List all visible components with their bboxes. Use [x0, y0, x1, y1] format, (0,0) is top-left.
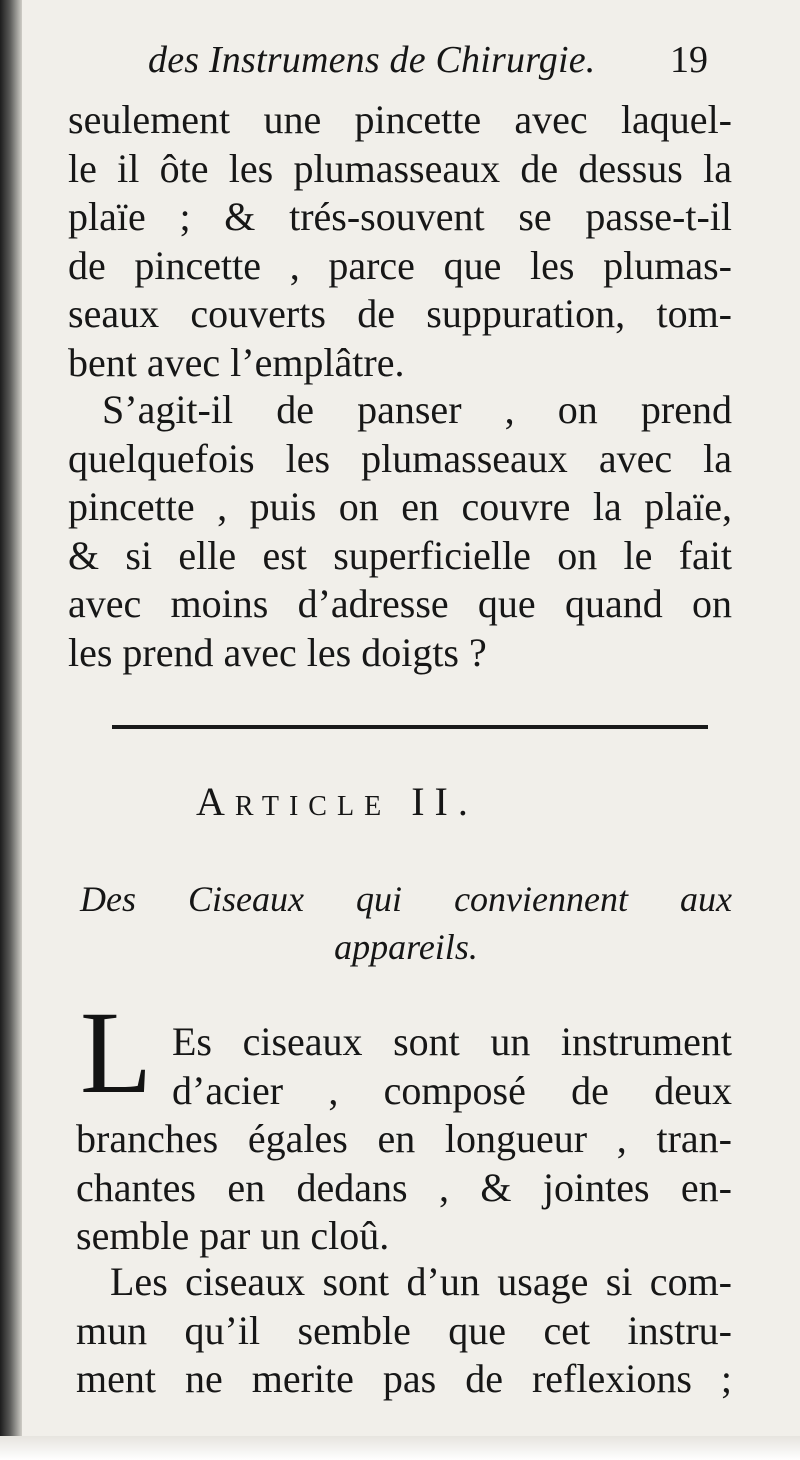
- text-line: plaïe ; & trés-souvent se passe-t-il: [68, 194, 732, 239]
- text-line: seaux couverts de suppuration, tom-: [68, 291, 732, 336]
- text-line: & si elle est superficielle on le fait: [68, 532, 732, 578]
- article-heading: Article II.: [196, 779, 478, 824]
- text-line: chantes en dedans , & jointes en-: [76, 1164, 732, 1210]
- paragraph-1: [68, 96, 732, 387]
- text-line: bent avec l’emplâtre.: [68, 339, 405, 385]
- page-number: 19: [670, 39, 708, 81]
- text-line: mun qu’il semble que cet instru-: [76, 1307, 732, 1353]
- subtitle-line: Des Ciseaux qui conviennent aux: [80, 879, 732, 919]
- article-subtitle: [80, 875, 732, 971]
- text-line: branches égales en longueur , tran-: [76, 1116, 732, 1161]
- section-divider: [112, 725, 708, 729]
- page-bottom-edge: [0, 1436, 800, 1460]
- paragraph-3: [76, 1115, 732, 1261]
- subtitle-line: appareils.: [334, 927, 478, 967]
- drop-cap: L: [80, 987, 153, 1118]
- running-title: des Instrumens de Chirurgie.: [148, 39, 596, 81]
- text-line: quelquefois les plumasseaux avec la: [68, 435, 732, 481]
- text-line: S’agit-il de panser , on prend: [102, 387, 732, 432]
- text-line: semble par un cloû.: [76, 1213, 390, 1258]
- text-line: Les ciseaux sont d’un usage si com-: [110, 1259, 732, 1304]
- text-line: d’acier , composé de deux: [172, 1067, 732, 1113]
- page-header: [148, 38, 728, 88]
- text-line: de pincette , parce que les plumas-: [68, 242, 732, 288]
- page-gutter-shadow: [0, 0, 22, 1460]
- text-line: les prend avec les doigts ?: [68, 629, 487, 675]
- paragraph-4: [76, 1258, 732, 1404]
- text-line: le il ôte les plumasseaux de dessus la: [68, 145, 732, 191]
- paragraph-2: [68, 386, 732, 677]
- paragraph-3-opening: [172, 1018, 732, 1115]
- text-line: Es ciseaux sont un instrument: [172, 1019, 732, 1064]
- text-line: avec moins d’adresse que quand on: [68, 581, 732, 626]
- text-line: ment ne merite pas de reflexions ;: [76, 1356, 732, 1401]
- text-line: pincette , puis on en couvre la plaïe,: [68, 484, 732, 529]
- text-line: seulement une pincette avec laquel-: [68, 97, 732, 142]
